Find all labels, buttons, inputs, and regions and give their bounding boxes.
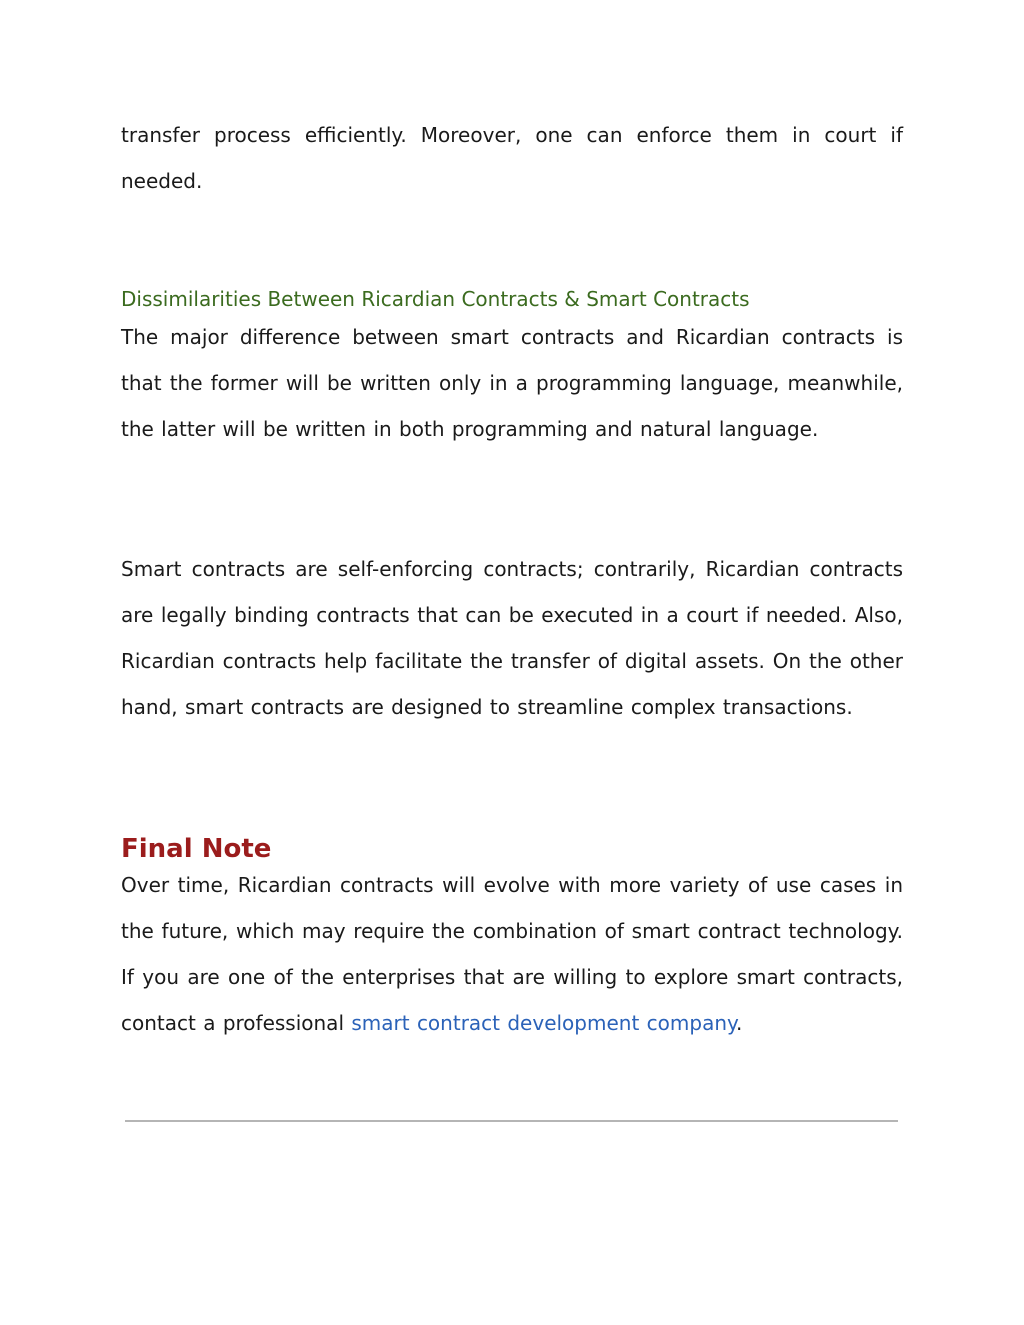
difference-paragraph: The major difference between smart contracts and Ricardian contracts is that the former will be written only in a programming language, meanwhile, the latter will be written in both programming and natural language. [121,325,903,441]
final-note-paragraph [121,862,903,1046]
final-note-period: . [735,1011,743,1035]
final-note-text: Over time, Ricardian contracts will evolve with more variety of use cases in the future, which may require the combination of smart contract technology. If you are one of the enterprises that are willing to explore smart contracts, contact a professional [121,873,903,1035]
dissimilarities-heading: Dissimilarities Between Ricardian Contracts & Smart Contracts [121,287,750,311]
horizontal-divider [125,1120,898,1122]
intro-paragraph: transfer process efficiently. Moreover, one can enforce them in court if needed. [121,123,903,193]
smart-contracts-paragraph: Smart contracts are self-enforcing contracts; contrarily, Ricardian contracts are legally binding contracts that can be executed in a court if needed. Also, Ricardian contracts help facilitate the transfer of digital assets. On the other hand, smart contracts are designed to streamline complex transactions. [121,557,903,719]
final-note-heading: Final Note [121,834,272,864]
smart-contract-development-link[interactable]: smart contract development company [351,1011,736,1035]
